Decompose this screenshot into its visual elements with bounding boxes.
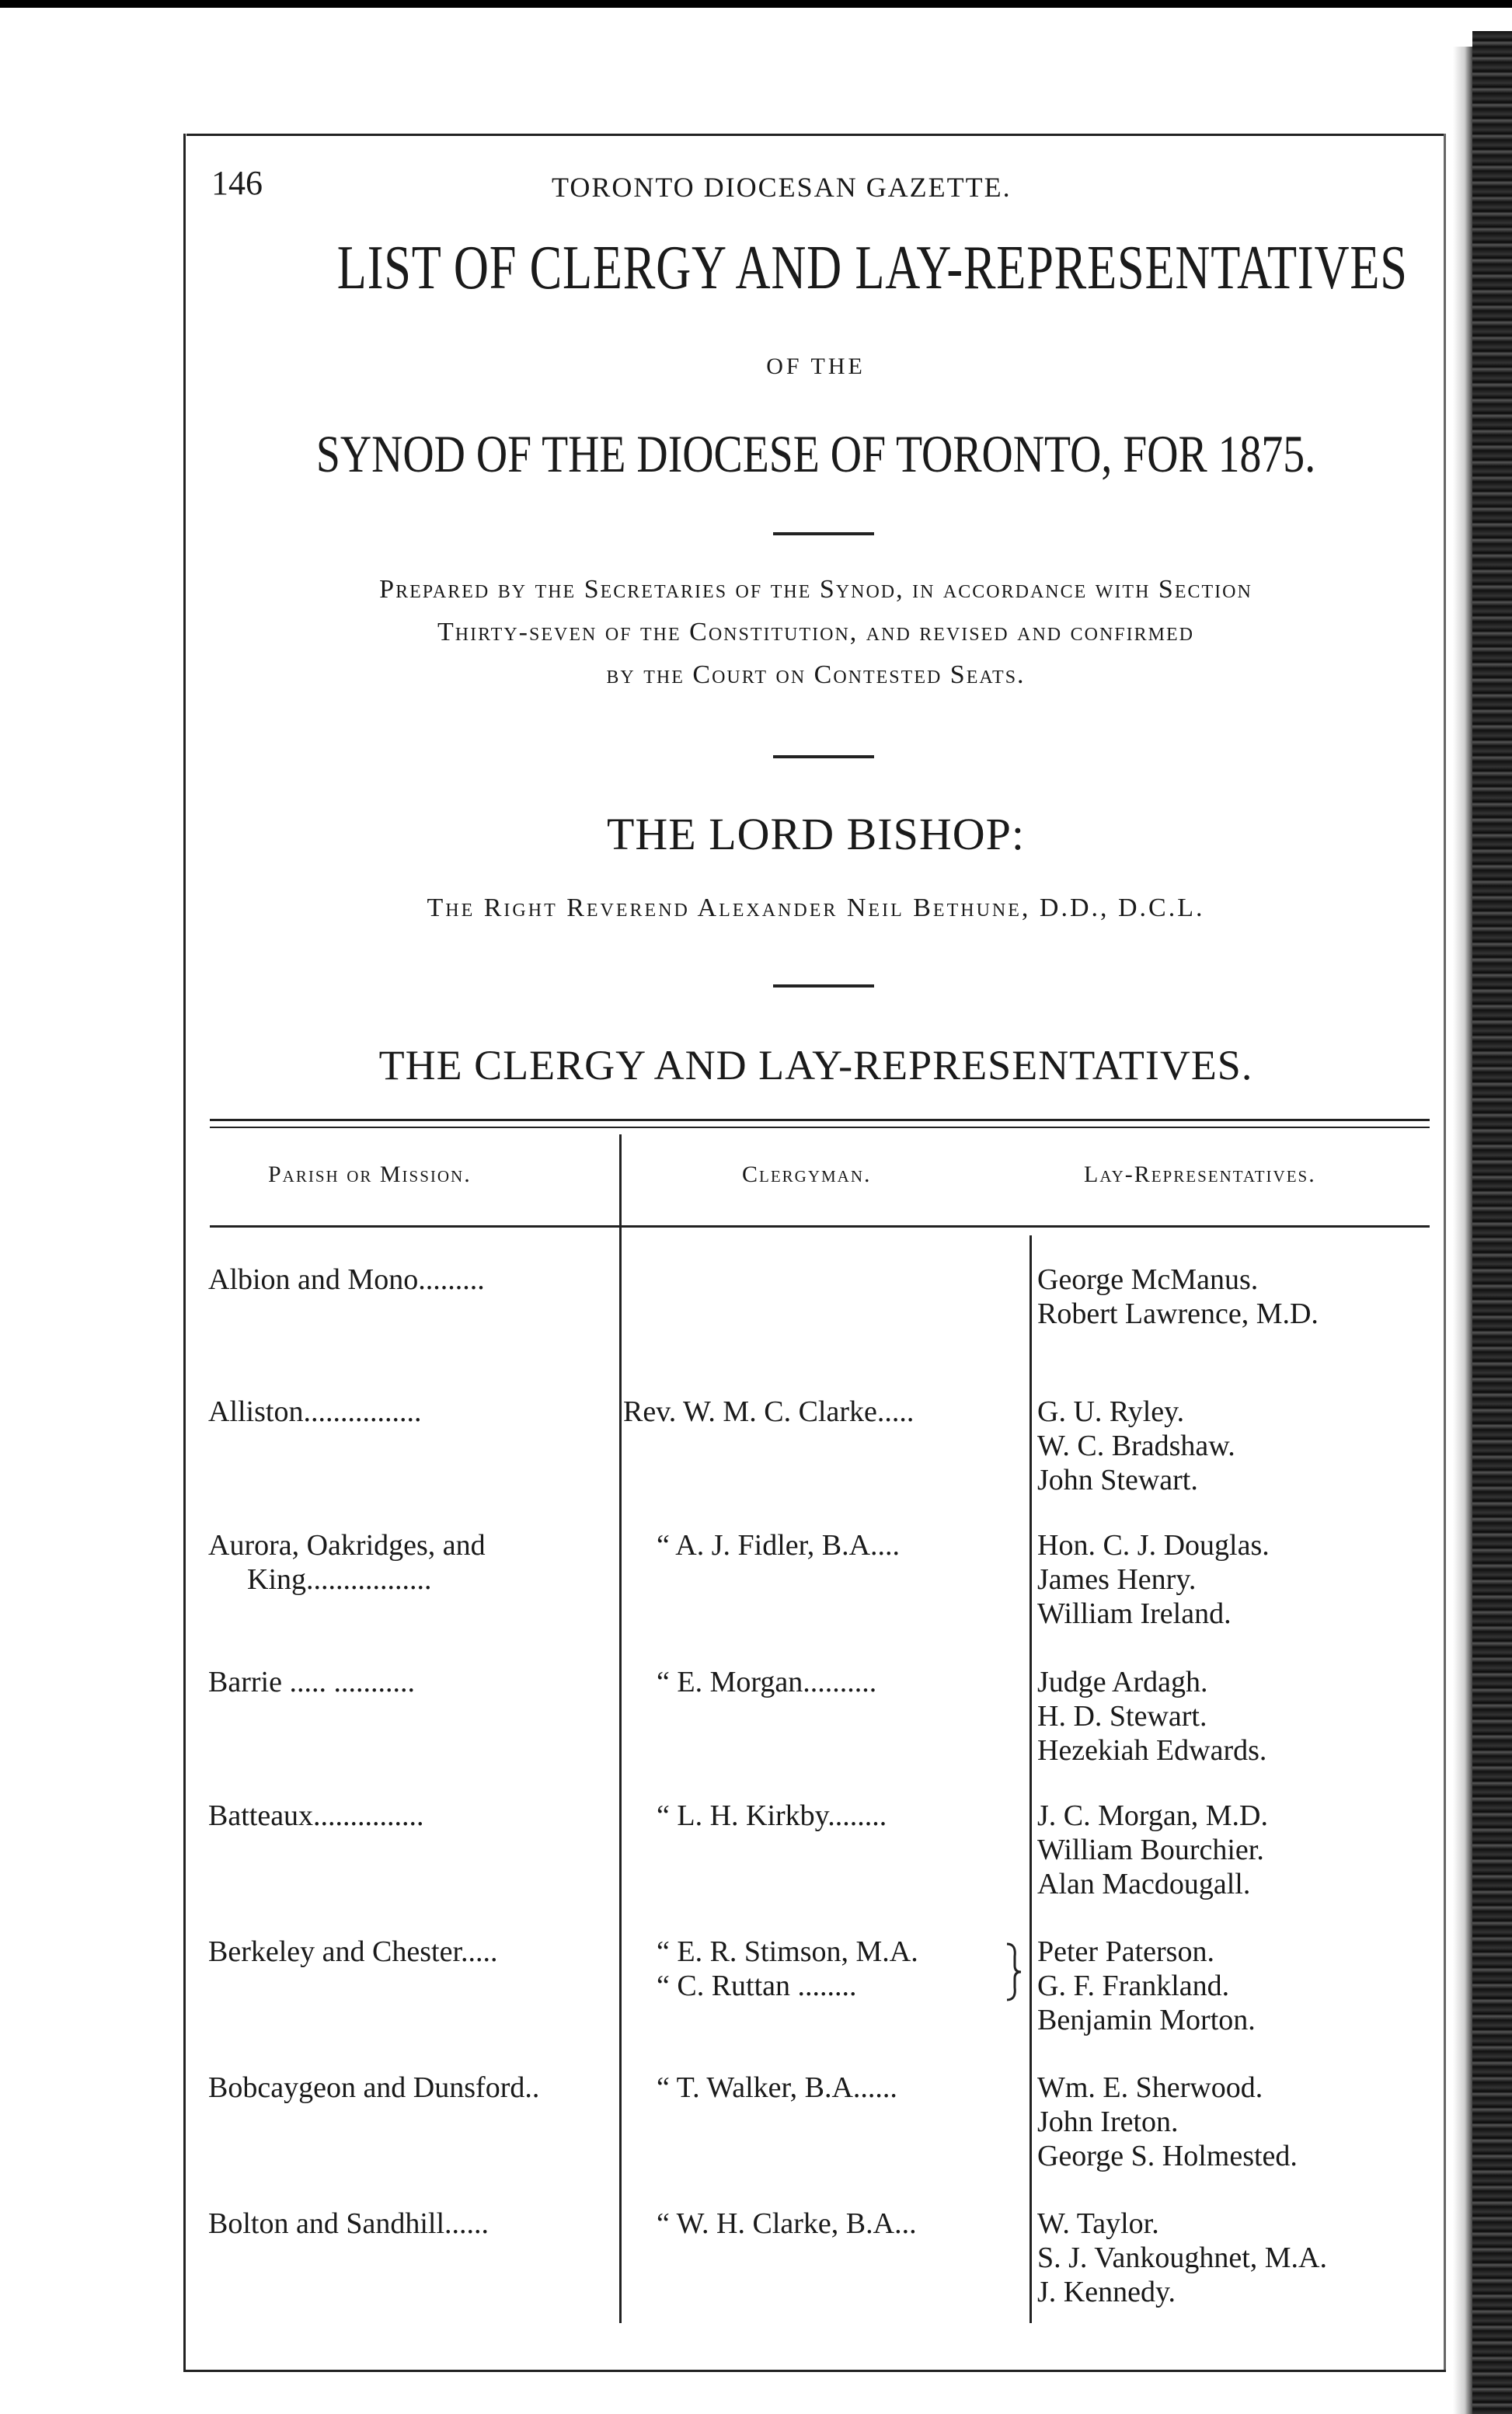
lay-rep-cell: Wm. E. Sherwood. xyxy=(1037,2071,1263,2104)
parish-cell: Bobcaygeon and Dunsford.. xyxy=(208,2071,540,2104)
lay-rep-cell: Robert Lawrence, M.D. xyxy=(1037,1298,1319,1330)
parish-cell: Albion and Mono......... xyxy=(208,1263,485,1296)
column-divider xyxy=(619,1134,622,2323)
preamble-line-2: Thirty-seven of the Constitution, and revised and confirmed xyxy=(437,618,1194,646)
frame-left-rule xyxy=(183,134,186,2371)
parish-cell: Alliston................ xyxy=(208,1395,422,1428)
page-number: 146 xyxy=(211,164,263,202)
column-header-clergyman: Clergyman. xyxy=(742,1162,872,1187)
table-header-rule xyxy=(210,1225,1430,1228)
of-the-label: OF THE xyxy=(766,354,866,379)
lay-rep-cell: Peter Paterson. xyxy=(1037,1935,1214,1968)
page-gutter-shadow xyxy=(1453,47,1472,2414)
parish-cell: Aurora, Oakridges, and xyxy=(208,1529,486,1562)
page-title: LIST OF CLERGY AND LAY-REPRESENTATIVES xyxy=(336,234,1408,302)
lay-rep-cell: G. U. Ryley. xyxy=(1037,1395,1185,1428)
page-binding-edge xyxy=(1472,31,1512,2414)
parish-cell: Barrie ..... ........... xyxy=(208,1666,415,1698)
lay-rep-cell: H. D. Stewart. xyxy=(1037,1700,1207,1733)
clergyman-cell: “ L. H. Kirkby........ xyxy=(657,1799,887,1832)
frame-top-rule xyxy=(186,134,1445,136)
lay-rep-cell: J. C. Morgan, M.D. xyxy=(1037,1799,1268,1832)
frame-bottom-rule xyxy=(183,2370,1446,2372)
table-top-rule xyxy=(210,1119,1430,1121)
lay-rep-cell: G. F. Frankland. xyxy=(1037,1970,1230,2002)
bishop-name: The Right Reverend Alexander Neil Bethune, D.D., D.C.L. xyxy=(427,893,1205,922)
frame-right-rule xyxy=(1444,134,1446,2371)
brace-icon xyxy=(1002,1941,1026,2003)
running-title: TORONTO DIOCESAN GAZETTE. xyxy=(552,172,1012,203)
lay-rep-cell: W. Taylor. xyxy=(1037,2207,1159,2240)
lay-rep-cell: Alan Macdougall. xyxy=(1037,1868,1251,1900)
page-subtitle: SYNOD OF THE DIOCESE OF TORONTO, FOR 1875. xyxy=(315,424,1316,483)
lay-rep-cell: W. C. Bradshaw. xyxy=(1037,1430,1235,1462)
lay-rep-cell: J. Kennedy. xyxy=(1037,2276,1176,2308)
divider-rule xyxy=(773,532,874,535)
preamble-line-1: Prepared by the Secretaries of the Synod, in accordance with Section xyxy=(379,575,1252,604)
clergyman-cell: Rev. W. M. C. Clarke..... xyxy=(623,1395,915,1428)
preamble-line-3: by the Court on Contested Seats. xyxy=(606,660,1026,689)
lay-rep-cell: William Bourchier. xyxy=(1037,1834,1264,1866)
lay-rep-cell: Judge Ardagh. xyxy=(1037,1666,1208,1698)
parish-cell: Bolton and Sandhill...... xyxy=(208,2207,489,2240)
lay-rep-cell: George McManus. xyxy=(1037,1263,1259,1296)
lay-rep-cell: William Ireland. xyxy=(1037,1597,1232,1630)
clergyman-cell: “ C. Ruttan ........ xyxy=(657,1970,857,2002)
lay-rep-cell: Hezekiah Edwards. xyxy=(1037,1734,1267,1767)
column-divider xyxy=(1029,1235,1032,2323)
lay-rep-cell: Benjamin Morton. xyxy=(1037,2004,1256,2036)
bishop-heading: THE LORD BISHOP: xyxy=(606,809,1026,859)
parish-cell-continued: King................. xyxy=(247,1563,432,1596)
lay-rep-cell: S. J. Vankoughnet, M.A. xyxy=(1037,2242,1327,2274)
divider-rule xyxy=(773,755,874,758)
divider-rule xyxy=(773,984,874,988)
clergyman-cell: “ E. Morgan.......... xyxy=(657,1666,877,1698)
column-header-lay: Lay-Representatives. xyxy=(1084,1162,1316,1187)
lay-rep-cell: Hon. C. J. Douglas. xyxy=(1037,1529,1270,1562)
lay-rep-cell: James Henry. xyxy=(1037,1563,1197,1596)
section-heading: THE CLERGY AND LAY-REPRESENTATIVES. xyxy=(378,1042,1253,1089)
table-top-rule-inner xyxy=(210,1127,1430,1128)
lay-rep-cell: John Stewart. xyxy=(1037,1464,1198,1496)
lay-rep-cell: George S. Holmested. xyxy=(1037,2140,1298,2172)
page-top-edge xyxy=(0,0,1512,8)
clergyman-cell: “ A. J. Fidler, B.A.... xyxy=(657,1529,901,1562)
clergyman-cell: “ E. R. Stimson, M.A. xyxy=(657,1935,918,1968)
clergyman-cell: “ T. Walker, B.A...... xyxy=(657,2071,897,2104)
parish-cell: Berkeley and Chester..... xyxy=(208,1935,498,1968)
column-header-parish: Parish or Mission. xyxy=(268,1162,472,1187)
clergyman-cell: “ W. H. Clarke, B.A... xyxy=(657,2207,917,2240)
parish-cell: Batteaux............... xyxy=(208,1799,424,1832)
lay-rep-cell: John Ireton. xyxy=(1037,2106,1179,2138)
